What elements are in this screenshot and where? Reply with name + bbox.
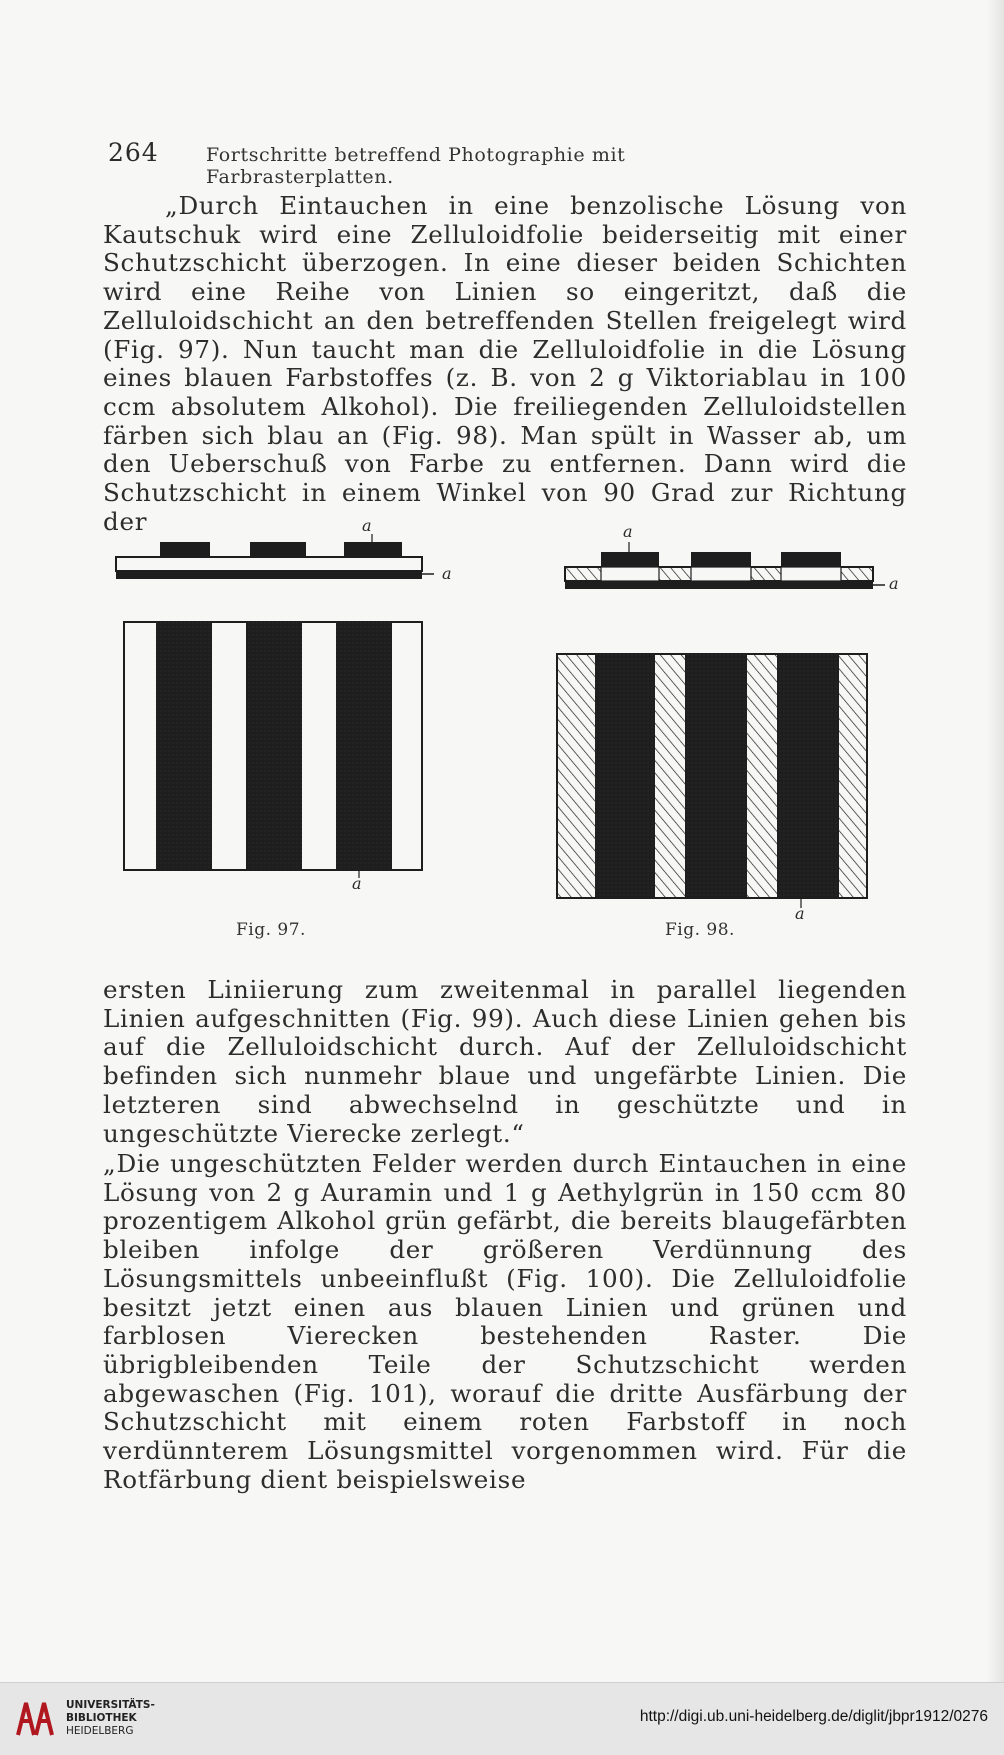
viewer-footer: [0, 1682, 1004, 1755]
figure-97: [112, 516, 452, 946]
fig97-cross-section: [116, 534, 434, 579]
page-header: [108, 138, 818, 188]
fig98-label-bottom: a: [795, 904, 805, 923]
fig98-blue-stripe: [685, 654, 747, 898]
heidelberg-library-logo-icon[interactable]: [12, 1695, 58, 1741]
fig97-plan-view: [124, 622, 422, 878]
page-number: 264: [108, 138, 159, 167]
running-title: Fortschritte betreffend Photographie mit Farbrasterplatten.: [206, 144, 626, 188]
fig97-label-bottom: a: [352, 874, 362, 893]
figure-97-drawing: [112, 530, 448, 910]
fig98-blue-stripe: [595, 654, 655, 898]
figure-98-drawing: [555, 530, 891, 910]
fig97-back-layer: [116, 571, 422, 579]
paragraph-2: ersten Liniierung zum zweitenmal in parallel liegenden Linien aufgeschnitten (Fig. 99). Auch diese Linien gehen bis auf die Zelluloidschicht durch. Auf der Zelluloidschicht befinden sich nunmehr blaue und ungefärbte Linien. Die letzteren sind abwechselnd in geschützte und in ungeschützte Vierecke zerlegt.“: [103, 975, 907, 1148]
figure-98-caption: Fig. 98.: [665, 920, 735, 940]
fig97-protective-strip: [250, 542, 306, 557]
fig98-label-side: a: [889, 574, 899, 593]
fig97-blue-stripe: [156, 622, 212, 870]
fig98-label-top: a: [623, 522, 633, 541]
fig97-protective-strip: [160, 542, 210, 557]
fig97-label-side: a: [442, 564, 452, 583]
fig98-protective-strip: [601, 552, 659, 567]
fig97-blue-stripe: [246, 622, 302, 870]
fig98-cross-section: [565, 542, 885, 589]
fig97-celluloid-layer: [116, 557, 422, 571]
fig97-label-top: a: [362, 516, 372, 535]
library-line-2: BIBLIOTHEK: [66, 1712, 137, 1724]
library-line-3: HEIDELBERG: [66, 1725, 134, 1737]
fig98-plan-view: [557, 654, 867, 908]
figure-97-caption: Fig. 97.: [236, 920, 306, 940]
permalink-url[interactable]: http://digi.ub.uni-heidelberg.de/diglit/jbpr1912/0276: [639, 1708, 988, 1725]
fig98-protective-strip: [781, 552, 841, 567]
fig98-back-layer: [565, 581, 873, 589]
paragraph-3: „Die ungeschützten Felder werden durch Eintauchen in eine Lösung von 2 g Auramin und 1 g Aethylgrün in 150 ccm 80 prozentigem Alkohol grün gefärbt, die bereits blaugefärbten bleiben infolge der größeren Verdünnung des Lösungsmittels unbeeinflußt (Fig. 100). Die Zelluloidfolie besitzt jetzt einen aus blauen Linien und grünen und farblosen Vierecken bestehenden Raster. Die übrigbleibenden Teile der Schutzschicht werden abgewaschen (Fig. 101), worauf die dritte Ausfärbung der Schutzschicht mit einem roten Farbstoff in noch verdünnterem Lösungsmittel vorgenommen wird. Für die Rotfärbung dient beispielsweise: [103, 1149, 907, 1494]
figure-98: [555, 522, 899, 946]
fig97-protective-strip: [344, 542, 402, 557]
fig98-blue-stripe: [777, 654, 839, 898]
library-name[interactable]: [66, 1699, 155, 1738]
fig97-blue-stripe: [336, 622, 392, 870]
page-edge-shadow: [986, 0, 1004, 1682]
library-line-1: UNIVERSITÄTS-: [66, 1699, 155, 1711]
fig98-protective-strip: [691, 552, 751, 567]
paragraph-1: „Durch Eintauchen in eine benzolische Lösung von Kautschuk wird eine Zelluloidfolie beiderseitig mit einer Schutzschicht überzogen. In eine dieser beiden Schichten wird eine Reihe von Linien so eingeritzt, daß die Zelluloidschicht an den betreffenden Stellen freigelegt wird (Fig. 97). Nun taucht man die Zelluloidfolie in die Lösung eines blauen Farbstoffes (z. B. von 2 g Viktoriablau in 100 ccm absolutem Alkohol). Die freiliegenden Zelluloidstellen färben sich blau an (Fig. 98). Man spült in Wasser ab, um den Ueberschuß von Farbe zu entfernen. Dann wird die Schutzschicht in einem Winkel von 90 Grad zur Richtung der: [103, 191, 907, 536]
